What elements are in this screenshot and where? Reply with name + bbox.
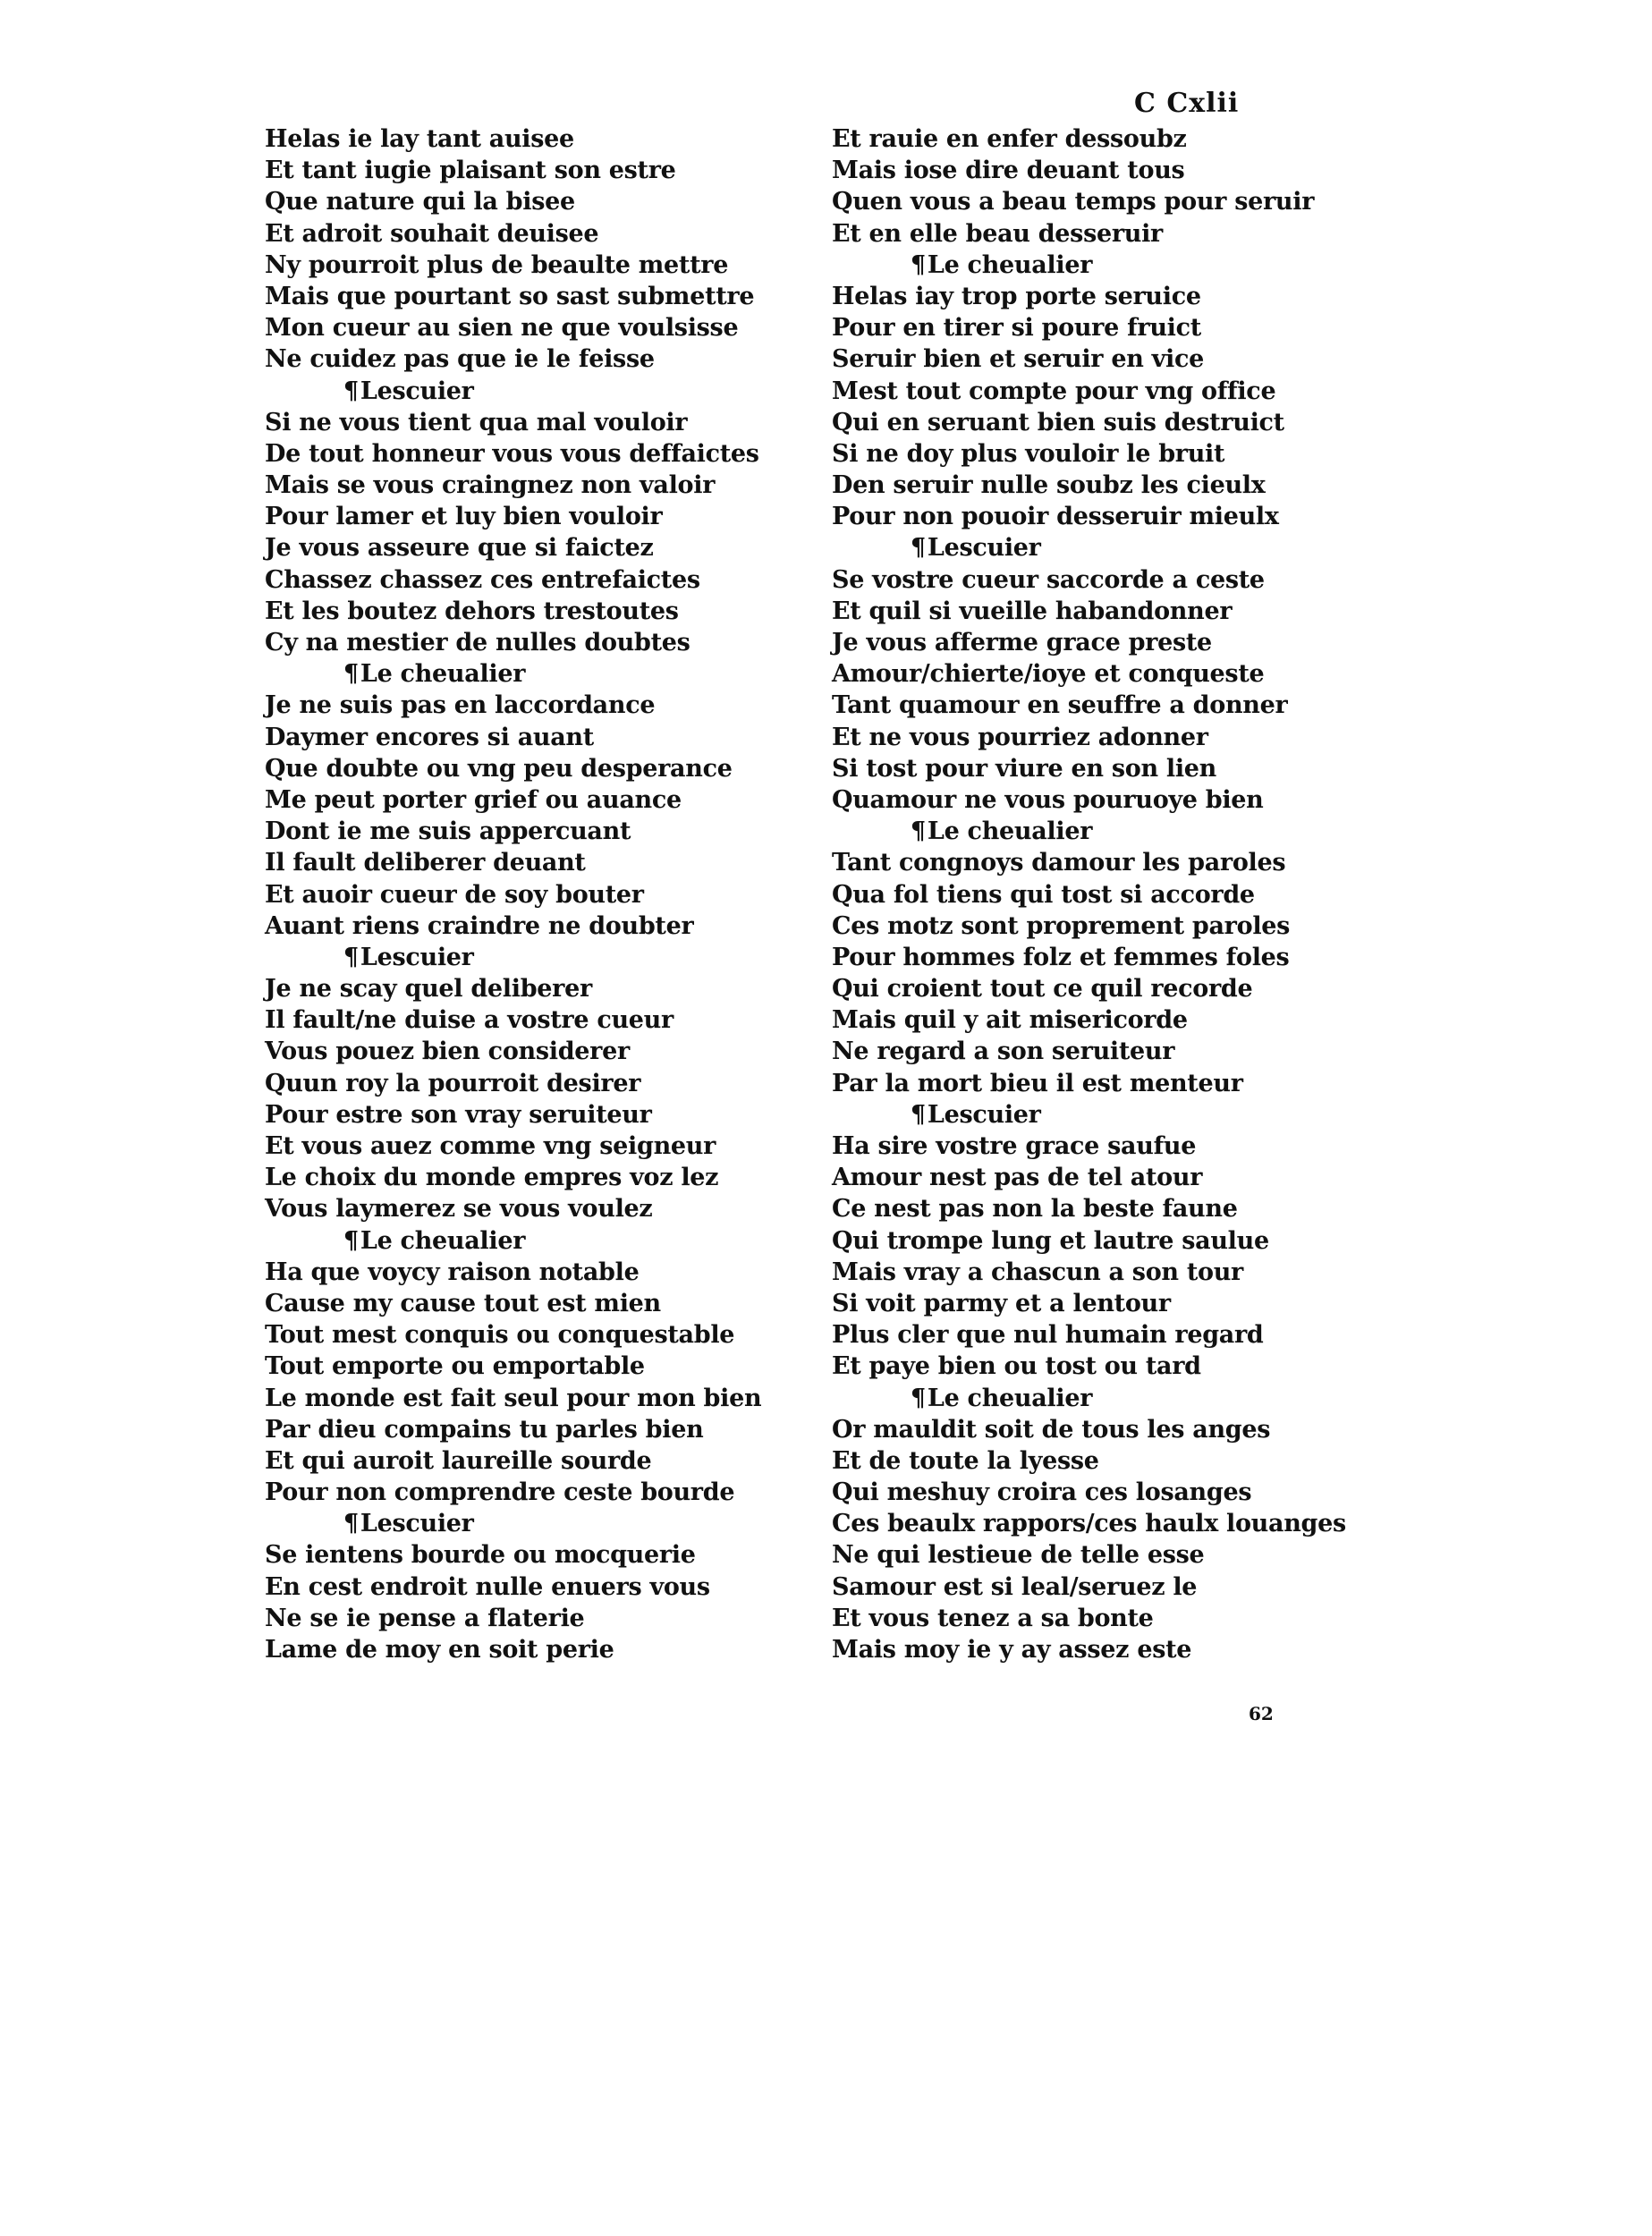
line-text: Mon cueur au sien ne que voulsisse bbox=[265, 314, 739, 343]
line-text: Mais que pourtant so sast submettre bbox=[265, 282, 755, 310]
line-text: Le monde est fait seul pour mon bien bbox=[265, 1384, 762, 1412]
line-text: Pour lamer et luy bien vouloir bbox=[265, 503, 663, 531]
line-text: Et ne vous pourriez adonner bbox=[832, 723, 1208, 751]
verse-line bbox=[832, 1571, 1512, 1603]
verse-line bbox=[832, 1288, 1512, 1319]
speaker-heading bbox=[832, 1099, 1512, 1131]
verse-line bbox=[832, 1603, 1512, 1634]
line-text: Mais iose dire deuant tous bbox=[832, 157, 1185, 185]
verse-line bbox=[832, 784, 1512, 816]
verse-line bbox=[832, 910, 1512, 942]
verse-line bbox=[832, 1036, 1512, 1067]
line-text: Je ne scay quel deliberer bbox=[265, 975, 592, 1004]
line-text: Ne se ie pense a flaterie bbox=[265, 1604, 585, 1632]
line-text: Et auoir cueur de soy bouter bbox=[265, 880, 644, 909]
line-text: Lescuier bbox=[360, 377, 474, 405]
line-text: Samour est si leal/seruez le bbox=[832, 1572, 1198, 1601]
pilcrow-icon: ¶ bbox=[343, 1510, 359, 1538]
verse-line bbox=[832, 1477, 1512, 1508]
line-text: Et rauie en enfer dessoubz bbox=[832, 125, 1187, 153]
line-text: Je vous asseure que si faictez bbox=[265, 534, 654, 563]
verse-line bbox=[832, 281, 1512, 312]
line-text: Si ne doy plus vouloir le bruit bbox=[832, 439, 1225, 468]
verse-line bbox=[832, 1131, 1512, 1162]
page-number: 62 bbox=[1249, 1703, 1274, 1724]
verse-line bbox=[832, 1004, 1512, 1036]
verse-line bbox=[832, 722, 1512, 753]
line-text: Mais se vous craingnez non valoir bbox=[265, 471, 716, 500]
verse-line bbox=[832, 155, 1512, 186]
pilcrow-icon: ¶ bbox=[911, 534, 926, 563]
line-text: Ne regard a son seruiteur bbox=[832, 1038, 1175, 1066]
line-text: Ces beaulx rappors/ces haulx louanges bbox=[832, 1510, 1346, 1538]
line-text: Ha sire vostre grace saufue bbox=[832, 1132, 1197, 1160]
line-text: Amour/chierte/ioye et conqueste bbox=[832, 660, 1265, 689]
line-text: Helas iay trop porte seruice bbox=[832, 282, 1201, 310]
line-text: Et adroit souhait deuisee bbox=[265, 219, 599, 248]
pilcrow-icon: ¶ bbox=[911, 817, 926, 846]
line-text: Daymer encores si auant bbox=[265, 723, 594, 751]
line-text: Lame de moy en soit perie bbox=[265, 1636, 614, 1664]
line-text: Vous pouez bien considerer bbox=[265, 1038, 630, 1066]
line-text: Tout mest conquis ou conquestable bbox=[265, 1321, 735, 1350]
line-text: Helas ie lay tant auisee bbox=[265, 125, 574, 153]
verse-line bbox=[832, 186, 1512, 217]
right-column bbox=[832, 123, 1512, 1665]
verse-line bbox=[832, 690, 1512, 721]
line-text: Et vous auez comme vng seigneur bbox=[265, 1132, 716, 1160]
line-text: Tant quamour en seuffre a donner bbox=[832, 691, 1288, 720]
line-text: Qui trompe lung et lautre saulue bbox=[832, 1226, 1269, 1255]
line-text: Amour nest pas de tel atour bbox=[832, 1164, 1203, 1192]
verse-line bbox=[832, 973, 1512, 1004]
line-text: Pour en tirer si poure fruict bbox=[832, 314, 1201, 343]
speaker-heading bbox=[832, 532, 1512, 563]
line-text: Tout emporte ou emportable bbox=[265, 1352, 645, 1381]
line-text: Je ne suis pas en laccordance bbox=[265, 691, 656, 720]
line-text: Plus cler que nul humain regard bbox=[832, 1321, 1264, 1350]
verse-line bbox=[832, 1068, 1512, 1099]
verse-line bbox=[832, 1414, 1512, 1445]
line-text: Si voit parmy et a lentour bbox=[832, 1289, 1171, 1317]
verse-line bbox=[832, 658, 1512, 690]
pilcrow-icon: ¶ bbox=[343, 377, 359, 405]
line-text: Or mauldit soit de tous les anges bbox=[832, 1415, 1271, 1444]
line-text: Tant congnoys damour les paroles bbox=[832, 849, 1286, 877]
verse-line bbox=[832, 1634, 1512, 1665]
line-text: Den seruir nulle soubz les cieulx bbox=[832, 471, 1266, 500]
verse-line bbox=[832, 564, 1512, 596]
line-text: Se vostre cueur saccorde a ceste bbox=[832, 565, 1265, 594]
folio-number: C Cxlii bbox=[1134, 88, 1240, 119]
line-text: Que doubte ou vng peu desperance bbox=[265, 754, 733, 783]
line-text: Cause my cause tout est mien bbox=[265, 1289, 661, 1317]
line-text: Quamour ne vous pouruoye bien bbox=[832, 785, 1264, 814]
line-text: Pour hommes folz et femmes foles bbox=[832, 943, 1290, 971]
verse-line bbox=[832, 376, 1512, 407]
verse-line bbox=[832, 1508, 1512, 1539]
speaker-heading bbox=[832, 250, 1512, 281]
line-text: Et tant iugie plaisant son estre bbox=[265, 157, 676, 185]
line-text: Le cheualier bbox=[927, 817, 1093, 846]
line-text: Lescuier bbox=[360, 1510, 474, 1538]
line-text: Lescuier bbox=[927, 534, 1041, 563]
verse-line bbox=[832, 501, 1512, 532]
line-text: Et qui auroit laureille sourde bbox=[265, 1446, 652, 1475]
verse-line bbox=[832, 312, 1512, 343]
line-text: Mais quil y ait misericorde bbox=[832, 1006, 1188, 1035]
verse-line bbox=[832, 438, 1512, 470]
line-text: Que nature qui la bisee bbox=[265, 188, 575, 216]
line-text: En cest endroit nulle enuers vous bbox=[265, 1572, 710, 1601]
verse-line bbox=[832, 1445, 1512, 1477]
line-text: Se ientens bourde ou mocquerie bbox=[265, 1541, 696, 1570]
line-text: Et en elle beau desseruir bbox=[832, 219, 1163, 248]
line-text: Vous laymerez se vous voulez bbox=[265, 1195, 653, 1224]
verse-line bbox=[832, 596, 1512, 627]
line-text: Et vous tenez a sa bonte bbox=[832, 1604, 1154, 1632]
line-text: Quun roy la pourroit desirer bbox=[265, 1069, 641, 1097]
line-text: Chassez chassez ces entrefaictes bbox=[265, 565, 700, 594]
line-text: Il fault deliberer deuant bbox=[265, 849, 586, 877]
line-text: Ce nest pas non la beste faune bbox=[832, 1195, 1238, 1224]
verse-line bbox=[832, 1539, 1512, 1571]
line-text: Quen vous a beau temps pour seruir bbox=[832, 188, 1315, 216]
verse-line bbox=[832, 942, 1512, 973]
line-text: Et de toute la lyesse bbox=[832, 1446, 1099, 1475]
line-text: Le choix du monde empres voz lez bbox=[265, 1164, 719, 1192]
verse-line bbox=[832, 470, 1512, 501]
line-text: Mest tout compte pour vng office bbox=[832, 377, 1276, 405]
line-text: Lescuier bbox=[360, 943, 474, 971]
verse-line bbox=[832, 1319, 1512, 1351]
line-text: Il fault/ne duise a vostre cueur bbox=[265, 1006, 674, 1035]
line-text: Pour non comprendre ceste bourde bbox=[265, 1478, 735, 1507]
verse-line bbox=[832, 879, 1512, 910]
line-text: Qui meshuy croira ces losanges bbox=[832, 1478, 1252, 1507]
line-text: De tout honneur vous vous deffaictes bbox=[265, 439, 759, 468]
verse-line bbox=[832, 1257, 1512, 1288]
verse-line bbox=[832, 1162, 1512, 1193]
pilcrow-icon: ¶ bbox=[343, 1226, 359, 1255]
verse-line bbox=[832, 847, 1512, 878]
line-text: Pour estre son vray seruiteur bbox=[265, 1100, 652, 1129]
verse-line bbox=[832, 407, 1512, 438]
line-text: Le cheualier bbox=[360, 1226, 526, 1255]
line-text: Seruir bien et seruir en vice bbox=[832, 345, 1204, 374]
verse-line bbox=[832, 1193, 1512, 1224]
line-text: Ny pourroit plus de beaulte mettre bbox=[265, 250, 729, 279]
line-text: Qua fol tiens qui tost si accorde bbox=[832, 880, 1255, 909]
verse-line bbox=[832, 123, 1512, 155]
line-text: Qui croient tout ce quil recorde bbox=[832, 975, 1253, 1004]
line-text: Et paye bien ou tost ou tard bbox=[832, 1352, 1201, 1381]
pilcrow-icon: ¶ bbox=[911, 1100, 926, 1129]
verse-line bbox=[832, 753, 1512, 784]
line-text: Je vous afferme grace preste bbox=[832, 629, 1212, 656]
line-text: Par dieu compains tu parles bien bbox=[265, 1415, 704, 1444]
line-text: Ne cuidez pas que ie le feisse bbox=[265, 345, 655, 374]
line-text: Mais vray a chascun a son tour bbox=[832, 1258, 1243, 1286]
speaker-heading bbox=[832, 816, 1512, 847]
line-text: Le cheualier bbox=[360, 660, 526, 689]
line-text: Qui en seruant bien suis destruict bbox=[832, 408, 1284, 436]
line-text: Cy na mestier de nulles doubtes bbox=[265, 629, 690, 656]
line-text: Pour non pouoir desseruir mieulx bbox=[832, 503, 1279, 531]
pilcrow-icon: ¶ bbox=[343, 660, 359, 689]
line-text: Dont ie me suis appercuant bbox=[265, 817, 631, 846]
line-text: Le cheualier bbox=[927, 250, 1093, 279]
line-text: Et quil si vueille habandonner bbox=[832, 597, 1233, 625]
line-text: Mais moy ie y ay assez este bbox=[832, 1636, 1192, 1664]
pilcrow-icon: ¶ bbox=[343, 943, 359, 971]
line-text: Ha que voycy raison notable bbox=[265, 1258, 640, 1286]
speaker-heading bbox=[832, 1383, 1512, 1414]
pilcrow-icon: ¶ bbox=[911, 1384, 926, 1412]
line-text: Auant riens craindre ne doubter bbox=[265, 911, 694, 940]
verse-line bbox=[832, 343, 1512, 375]
line-text: Et les boutez dehors trestoutes bbox=[265, 597, 679, 625]
verse-line bbox=[832, 1351, 1512, 1382]
pilcrow-icon: ¶ bbox=[911, 250, 926, 279]
line-text: Lescuier bbox=[927, 1100, 1041, 1129]
verse-line bbox=[832, 1225, 1512, 1257]
line-text: Le cheualier bbox=[927, 1384, 1093, 1412]
line-text: Ne qui lestieue de telle esse bbox=[832, 1541, 1205, 1570]
line-text: Ces motz sont proprement paroles bbox=[832, 911, 1291, 940]
line-text: Si ne vous tient qua mal vouloir bbox=[265, 408, 688, 436]
line-text: Si tost pour viure en son lien bbox=[832, 754, 1217, 783]
line-text: Par la mort bieu il est menteur bbox=[832, 1069, 1243, 1097]
line-text: Me peut porter grief ou auance bbox=[265, 785, 682, 814]
verse-line bbox=[832, 218, 1512, 250]
verse-line bbox=[832, 627, 1512, 658]
